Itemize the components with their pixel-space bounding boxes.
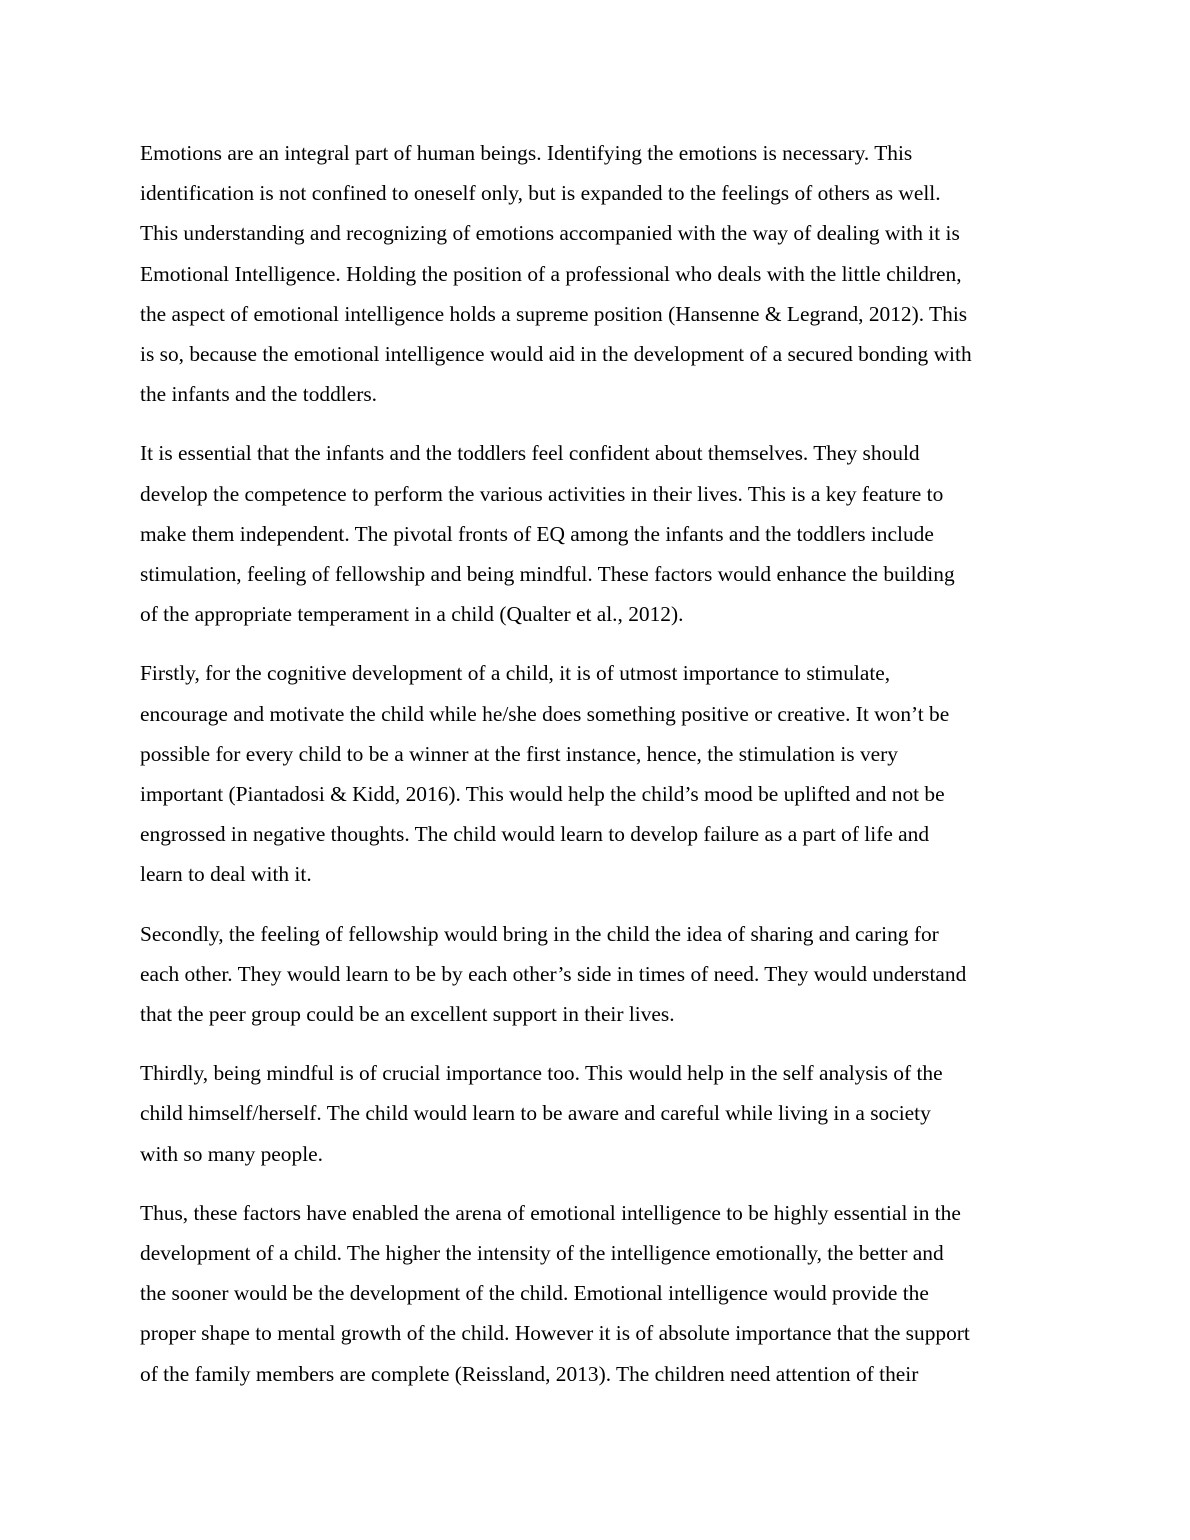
paragraph-line: proper shape to mental growth of the child. However it is of absolute importance that the support bbox=[140, 1321, 970, 1346]
paragraph-line: Thus, these factors have enabled the arena of emotional intelligence to be highly essential in the bbox=[140, 1200, 961, 1225]
paragraph-line: possible for every child to be a winner at the first instance, hence, the stimulation is very bbox=[140, 741, 898, 766]
paragraph-4 bbox=[140, 914, 1052, 1035]
paragraph-line: is so, because the emotional intelligence would aid in the development of a secured bonding with bbox=[140, 342, 972, 367]
paragraph-line: identification is not confined to oneself only, but is expanded to the feelings of others as well. bbox=[140, 181, 941, 206]
paragraph-line: development of a child. The higher the intensity of the intelligence emotionally, the better and bbox=[140, 1241, 944, 1266]
document-body bbox=[140, 133, 1052, 1413]
paragraph-line: of the family members are complete (Reissland, 2013). The children need attention of their bbox=[140, 1361, 919, 1386]
paragraph-line: important (Piantadosi & Kidd, 2016). This would help the child’s mood be uplifted and not be bbox=[140, 782, 945, 807]
paragraph-line: develop the competence to perform the various activities in their lives. This is a key feature to bbox=[140, 481, 944, 506]
paragraph-line: make them independent. The pivotal fronts of EQ among the infants and the toddlers include bbox=[140, 521, 934, 546]
paragraph-5 bbox=[140, 1053, 1052, 1174]
paragraph-2 bbox=[140, 433, 1052, 634]
paragraph-line: Thirdly, being mindful is of crucial importance too. This would help in the self analysis of the bbox=[140, 1061, 943, 1086]
paragraph-line: stimulation, feeling of fellowship and being mindful. These factors would enhance the building bbox=[140, 562, 955, 587]
paragraph-line: child himself/herself. The child would learn to be aware and careful while living in a society bbox=[140, 1101, 931, 1126]
paragraph-line: Firstly, for the cognitive development of a child, it is of utmost importance to stimulate, bbox=[140, 661, 891, 686]
paragraph-line: Emotional Intelligence. Holding the position of a professional who deals with the little children, bbox=[140, 261, 962, 286]
paragraph-line: engrossed in negative thoughts. The child would learn to develop failure as a part of life and bbox=[140, 822, 930, 847]
paragraph-line: learn to deal with it. bbox=[140, 862, 312, 887]
paragraph-line: Emotions are an integral part of human beings. Identifying the emotions is necessary. This bbox=[140, 141, 913, 165]
paragraph-line: of the appropriate temperament in a child (Qualter et al., 2012). bbox=[140, 602, 684, 627]
paragraph-line: with so many people. bbox=[140, 1141, 323, 1166]
paragraph-line: the sooner would be the development of the child. Emotional intelligence would provide the bbox=[140, 1281, 929, 1306]
paragraph-3 bbox=[140, 653, 1052, 894]
paragraph-line: Secondly, the feeling of fellowship would bring in the child the idea of sharing and caring for bbox=[140, 921, 939, 946]
paragraph-line: This understanding and recognizing of emotions accompanied with the way of dealing with it is bbox=[140, 221, 960, 246]
paragraph-line: the aspect of emotional intelligence holds a supreme position (Hansenne & Legrand, 2012). This bbox=[140, 301, 968, 326]
paragraph-line: that the peer group could be an excellent support in their lives. bbox=[140, 1002, 675, 1027]
paragraph-line: encourage and motivate the child while he/she does something positive or creative. It won’t be bbox=[140, 701, 950, 726]
paragraph-line: the infants and the toddlers. bbox=[140, 382, 378, 407]
paragraph-line: It is essential that the infants and the toddlers feel confident about themselves. They should bbox=[140, 441, 920, 466]
paragraph-6 bbox=[140, 1193, 1052, 1394]
paragraph-1 bbox=[140, 133, 1052, 414]
paragraph-line: each other. They would learn to be by each other’s side in times of need. They would understand bbox=[140, 961, 967, 986]
